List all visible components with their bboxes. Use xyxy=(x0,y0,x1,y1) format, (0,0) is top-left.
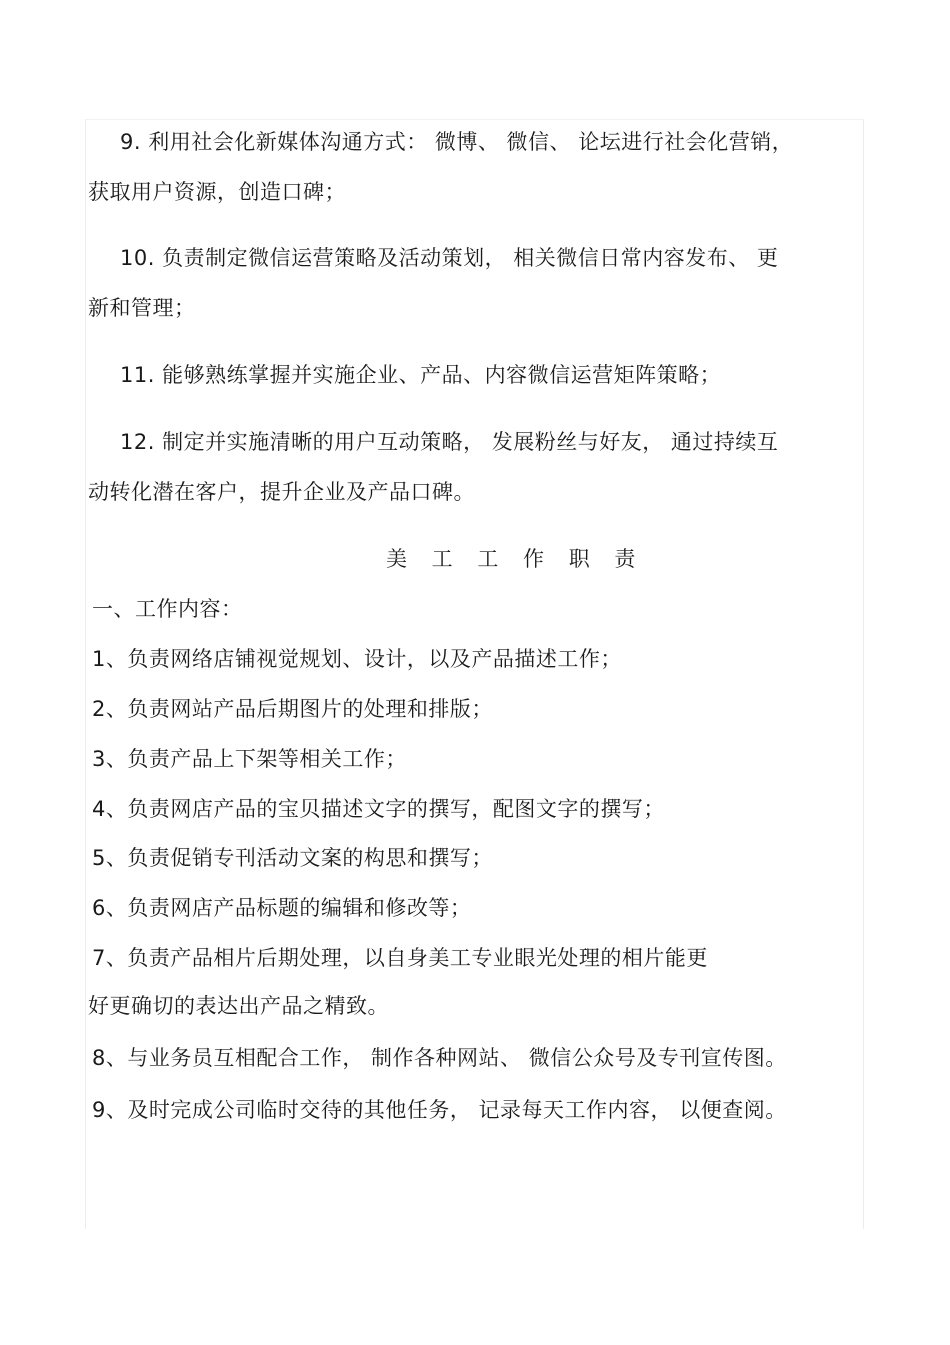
item10-line2: 新和管理； xyxy=(88,296,196,320)
item12-line2: 动转化潜在客户，提升企业及产品口碑。 xyxy=(88,480,475,504)
list-item: 8、与业务员互相配合工作， 制作各种网站、 微信公众号及专刊宣传图。 xyxy=(92,1046,787,1070)
item9-line1: 9. 利用社会化新媒体沟通方式： 微博、 微信、 论坛进行社会化营销， xyxy=(120,130,794,154)
item9-line2: 获取用户资源，创造口碑； xyxy=(88,180,346,204)
section-title: 美 工 工 作 职 责 xyxy=(386,547,645,571)
section-heading: 一、工作内容： xyxy=(92,597,243,621)
list-item: 6、负责网店产品标题的编辑和修改等； xyxy=(92,896,472,920)
list-item: 2、负责网站产品后期图片的处理和排版； xyxy=(92,697,493,721)
item10-line1: 10. 负责制定微信运营策略及活动策划， 相关微信日常内容发布、 更 xyxy=(120,246,779,270)
list-item: 5、负责促销专刊活动文案的构思和撰写； xyxy=(92,846,493,870)
item11-line1: 11. 能够熟练掌握并实施企业、产品、内容微信运营矩阵策略； xyxy=(120,363,722,387)
list-item: 9、及时完成公司临时交待的其他任务， 记录每天工作内容， 以便查阅。 xyxy=(92,1098,787,1122)
list-item: 1、负责网络店铺视觉规划、设计，以及产品描述工作； xyxy=(92,647,622,671)
list-item: 3、负责产品上下架等相关工作； xyxy=(92,747,407,771)
list-item: 7、负责产品相片后期处理，以自身美工专业眼光处理的相片能更 xyxy=(92,946,708,970)
list-item-continuation: 好更确切的表达出产品之精致。 xyxy=(88,994,389,1018)
list-item: 4、负责网店产品的宝贝描述文字的撰写，配图文字的撰写； xyxy=(92,797,665,821)
item12-line1: 12. 制定并实施清晰的用户互动策略， 发展粉丝与好友， 通过持续互 xyxy=(120,430,779,454)
